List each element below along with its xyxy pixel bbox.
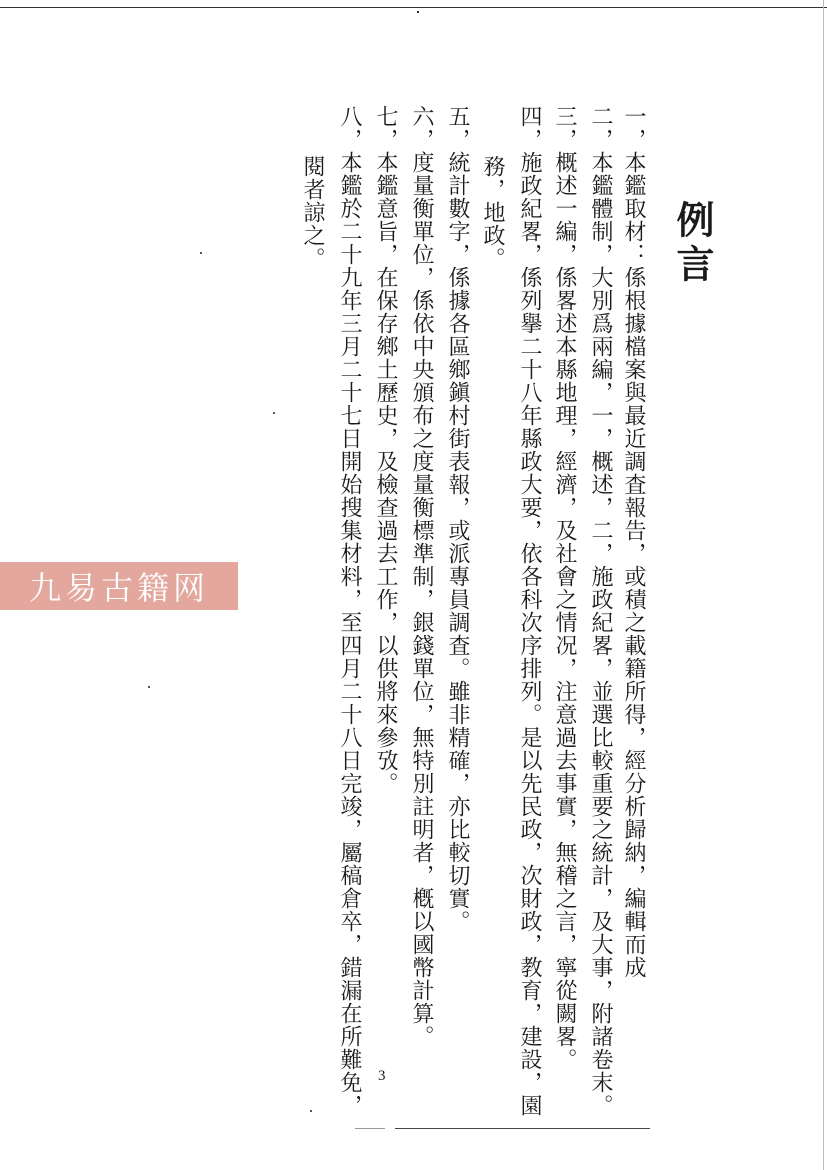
paragraph-8-continued: 閱者諒之。 [300, 155, 325, 270]
bottom-rule [395, 1128, 650, 1129]
paragraph-4: 四，施政紀畧，係列擧二十八年縣政大要，依各科次序排列。是以先民政，次財政，教育，建設，園 [517, 105, 542, 1117]
bottom-rule [355, 1128, 385, 1129]
paragraph-7: 七，本鑑意旨，在保存鄉土歷史，及檢查過去工作，以供將來參攷。 [373, 105, 398, 795]
paragraph-6: 六，度量衡單位，係依中央頒布之度量衡標準制，銀錢單位，無特別註明者，槪以國幣計算。 [409, 105, 434, 1048]
top-rule [0, 7, 827, 8]
paragraph-3: 三，概述一編，係畧述本縣地理，經濟，及社會之情况，注意過去事實，無稽之言，寧從闕畧。 [552, 105, 577, 1071]
paragraph-5: 五，統計數字，係據各區鄉鎭村街表報，或派專員調査。雖非精確，亦比較切實。 [445, 105, 470, 933]
scan-speck [148, 686, 150, 688]
scan-speck [417, 11, 419, 13]
watermark-banner [0, 562, 238, 610]
page-title: 例言 [670, 200, 715, 288]
watermark-text: 九易古籍网 [28, 569, 209, 607]
paragraph-1: 一，本鑑取材：係根據檔案與最近調査報告，或積之載籍所得，經分析歸納，編輯而成 [621, 105, 646, 979]
scan-speck [200, 252, 202, 254]
page-number: 3 [378, 1068, 386, 1084]
paragraph-2: 二，本鑑體制，大別爲兩編，一，概述，二，施政紀畧，並選比較重要之統計，及大事，附諸卷末。 [588, 105, 613, 1117]
paragraph-8: 八，本鑑於二十九年三月二十七日開始搜集材料，至四月二十八日完竣，屬稿倉卒，錯漏在所難免， [337, 105, 362, 1117]
page-edge [823, 0, 824, 1170]
scan-speck [273, 412, 275, 414]
scan-speck [310, 1110, 312, 1112]
paragraph-4-continued: 務，地政。 [480, 155, 505, 270]
